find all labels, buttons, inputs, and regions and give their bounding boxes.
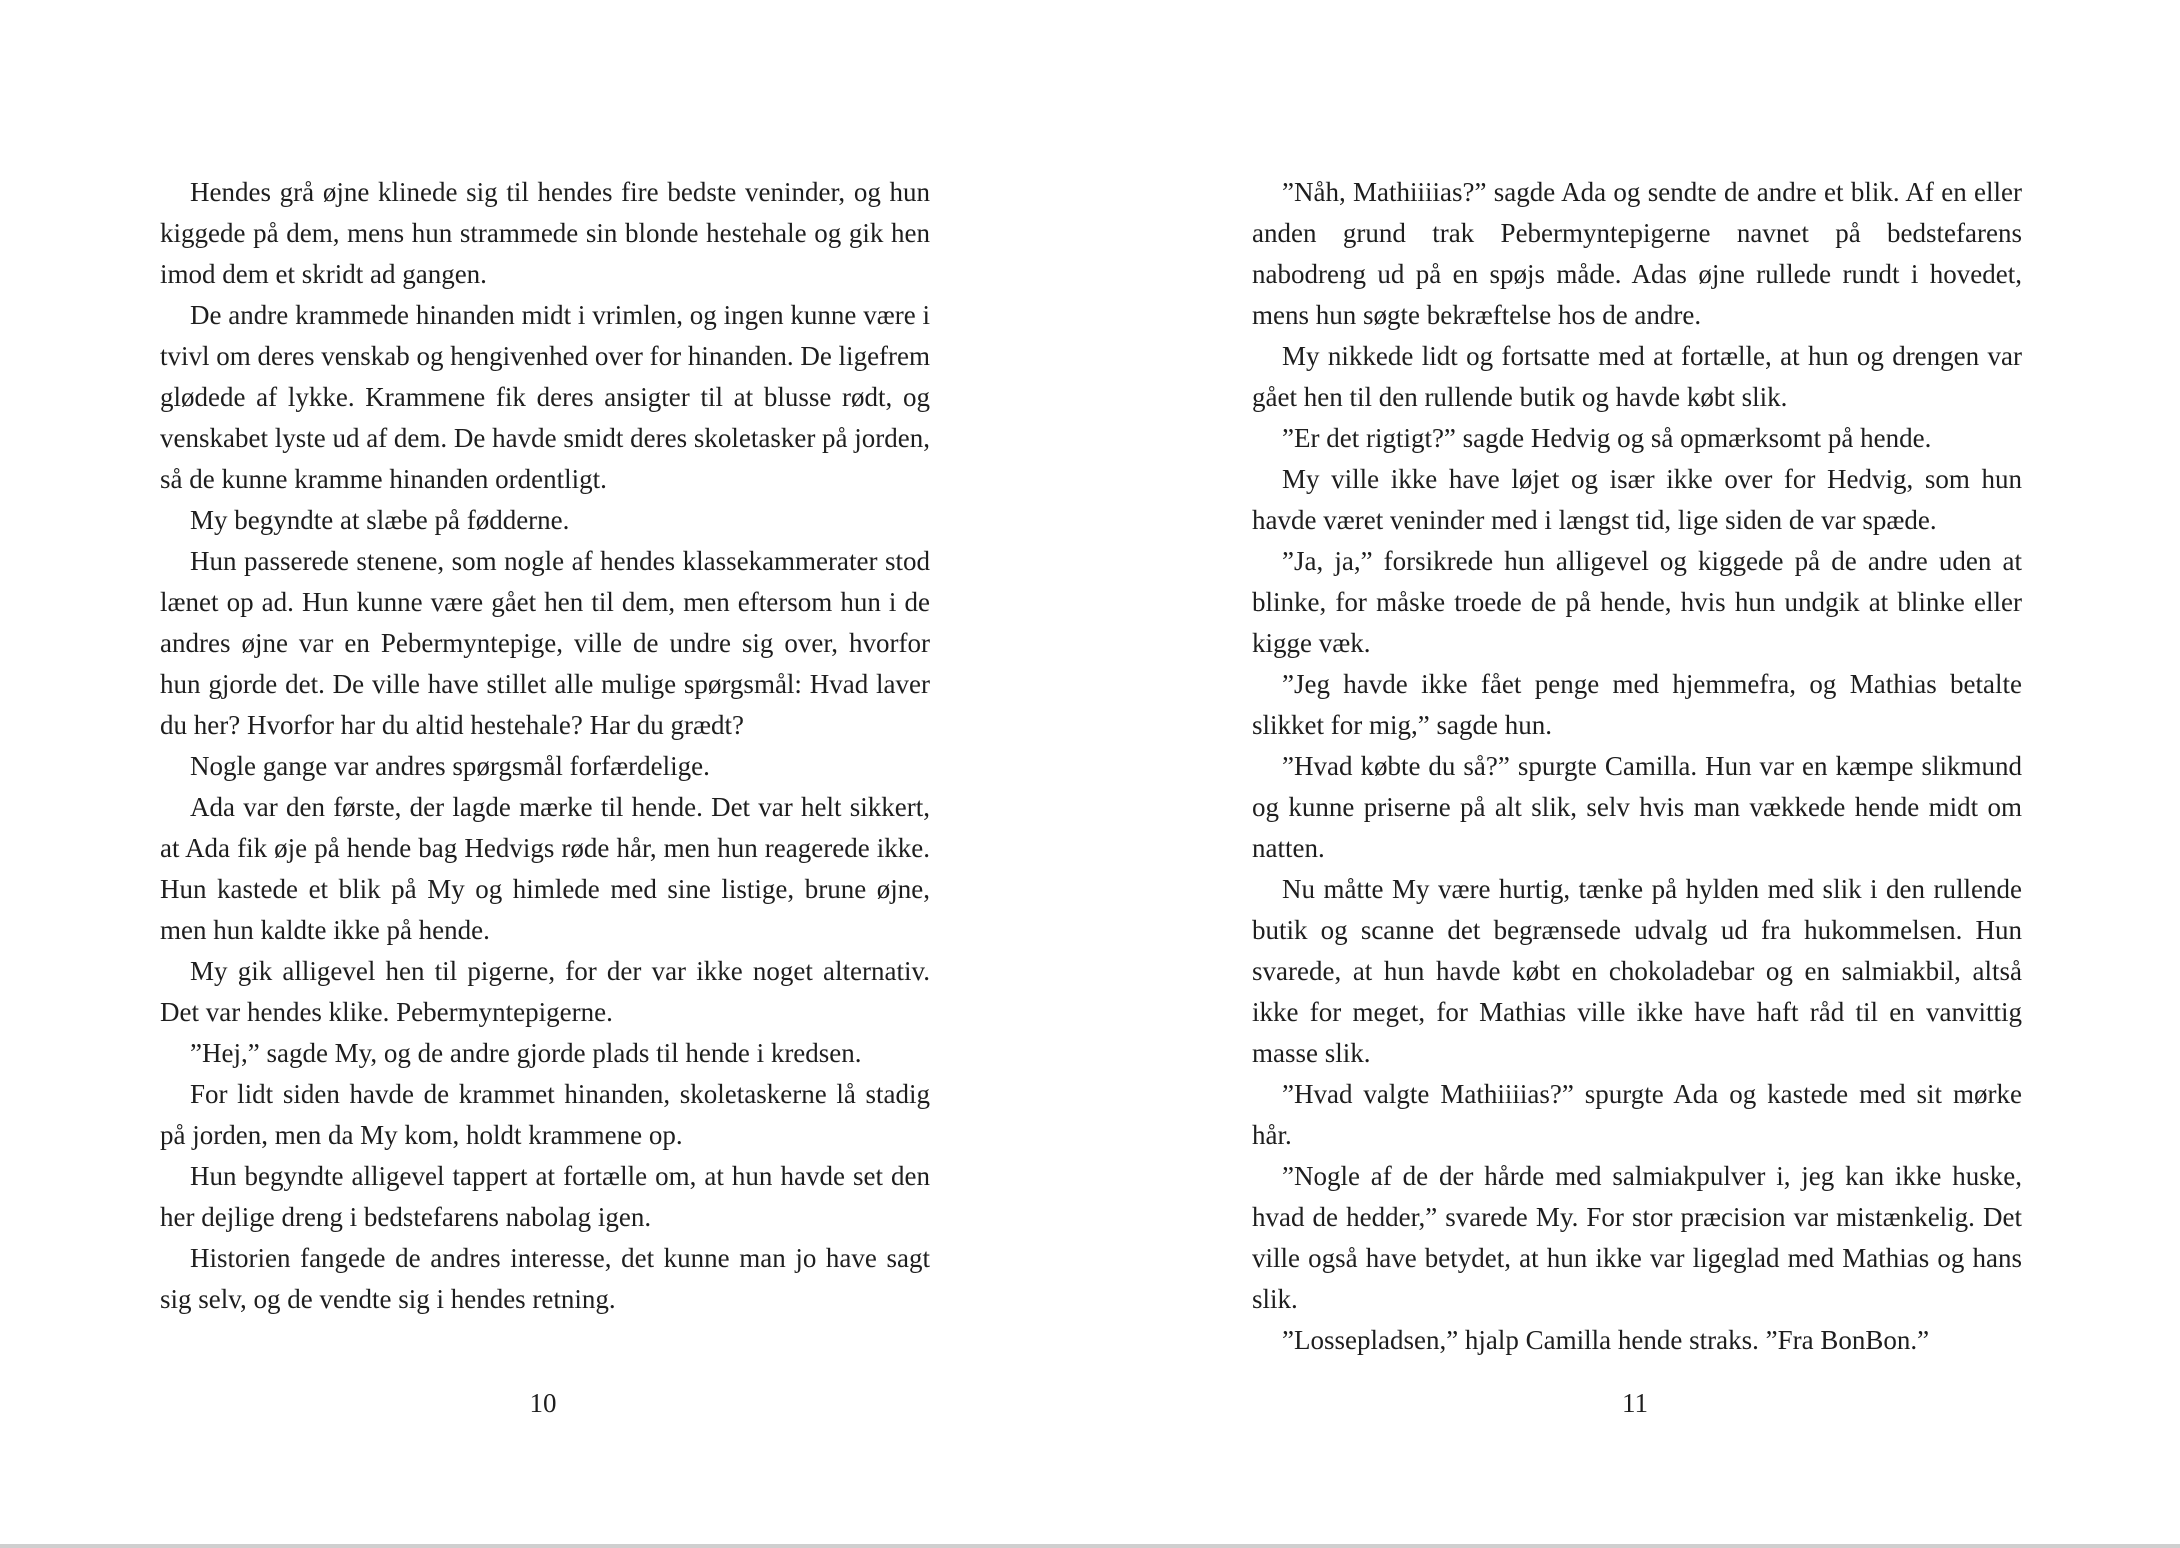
paragraph: Nogle gange var andres spørgsmål forfærdelige. (190, 751, 710, 781)
left-page-text (160, 172, 930, 1320)
paragraph: ”Er det rigtigt?” sagde Hedvig og så opmærksomt på hende. (1282, 423, 1932, 453)
paragraph: ”Hvad valgte Mathiiiias?” spurgte Ada og kastede med sit mørke hår. (1252, 1079, 2022, 1150)
page-number-right: 11 (1622, 1388, 1648, 1418)
paragraph: Nu måtte My være hurtig, tænke på hylden med slik i den rullende butik og scanne det begrænsede udvalg ud fra hukommelsen. Hun svarede, at hun havde købt en chokoladebar og en salmiakbil, altså ikke for meget, for Mathias ville ikke have haft råd til en vanvittig masse slik. (1252, 874, 2022, 1068)
paragraph: Hun begyndte alligevel tappert at fortælle om, at hun havde set den her dejlige dreng i bedstefarens nabolag igen. (160, 1161, 930, 1232)
paragraph: Hendes grå øjne klinede sig til hendes fire bedste veninder, og hun kiggede på dem, mens hun strammede sin blonde hestehale og gik hen imod dem et skridt ad gangen. (160, 177, 930, 289)
page-bottom-divider (0, 1544, 2180, 1548)
paragraph: ”Lossepladsen,” hjalp Camilla hende straks. ”Fra BonBon.” (1282, 1325, 1930, 1355)
paragraph: My begyndte at slæbe på fødderne. (190, 505, 570, 535)
paragraph: ”Hej,” sagde My, og de andre gjorde plads til hende i kredsen. (190, 1038, 862, 1068)
paragraph: ”Nogle af de der hårde med salmiakpulver i, jeg kan ikke huske, hvad de hedder,” svarede My. For stor præcision var mistænkelig. Det ville også have betydet, at hun ikke var ligeglad med Mathias og hans slik. (1252, 1161, 2022, 1314)
paragraph: ”Ja, ja,” forsikrede hun alligevel og kiggede på de andre uden at blinke, for måske troede de på hende, hvis hun undgik at blinke eller kigge væk. (1252, 546, 2022, 658)
paragraph: ”Jeg havde ikke fået penge med hjemmefra, og Mathias betalte slikket for mig,” sagde hun. (1252, 669, 2022, 740)
paragraph: ”Hvad købte du så?” spurgte Camilla. Hun var en kæmpe slikmund og kunne priserne på alt slik, selv hvis man vækkede hende midt om natten. (1252, 751, 2022, 863)
right-page (1252, 172, 2022, 1361)
paragraph: Ada var den første, der lagde mærke til hende. Det var helt sikkert, at Ada fik øje på hende bag Hedvigs røde hår, men hun reagerede ikke. Hun kastede et blik på My og himlede med sine listige, brune øjne, men hun kaldte ikke på hende. (160, 792, 930, 945)
page-number-left: 10 (529, 1388, 557, 1418)
right-page-text (1252, 172, 2022, 1361)
paragraph: My ville ikke have løjet og især ikke over for Hedvig, som hun havde været veninder med i længst tid, lige siden de var spæde. (1252, 464, 2022, 535)
paragraph: Hun passerede stenene, som nogle af hendes klassekammerater stod lænet op ad. Hun kunne være gået hen til dem, men eftersom hun i de andres øjne var en Pebermyntepige, ville de undre sig over, hvorfor hun gjorde det. De ville have stillet alle mulige spørgsmål: Hvad laver du her? Hvorfor har du altid hestehale? Har du grædt? (160, 546, 930, 740)
left-page (160, 172, 930, 1320)
paragraph: Historien fangede de andres interesse, det kunne man jo have sagt sig selv, og de vendte sig i hendes retning. (160, 1243, 930, 1314)
paragraph: For lidt siden havde de krammet hinanden, skoletaskerne lå stadig på jorden, men da My kom, holdt krammene op. (160, 1079, 930, 1150)
paragraph: My gik alligevel hen til pigerne, for der var ikke noget alternativ. Det var hendes klike. Pebermyntepigerne. (160, 956, 930, 1027)
paragraph: My nikkede lidt og fortsatte med at fortælle, at hun og drengen var gået hen til den rullende butik og havde købt slik. (1252, 341, 2022, 412)
paragraph: ”Nåh, Mathiiiias?” sagde Ada og sendte de andre et blik. Af en eller anden grund trak Pebermyntepigerne navnet på bedstefarens nabodreng ud på en spøjs måde. Adas øjne rullede rundt i hovedet, mens hun søgte bekræftelse hos de andre. (1252, 177, 2022, 330)
paragraph: De andre krammede hinanden midt i vrimlen, og ingen kunne være i tvivl om deres venskab og hengivenhed over for hinanden. De ligefrem glødede af lykke. Krammene fik deres ansigter til at blusse rødt, og venskabet lyste ud af dem. De havde smidt deres skoletasker på jorden, så de kunne kramme hinanden ordentligt. (160, 300, 931, 494)
